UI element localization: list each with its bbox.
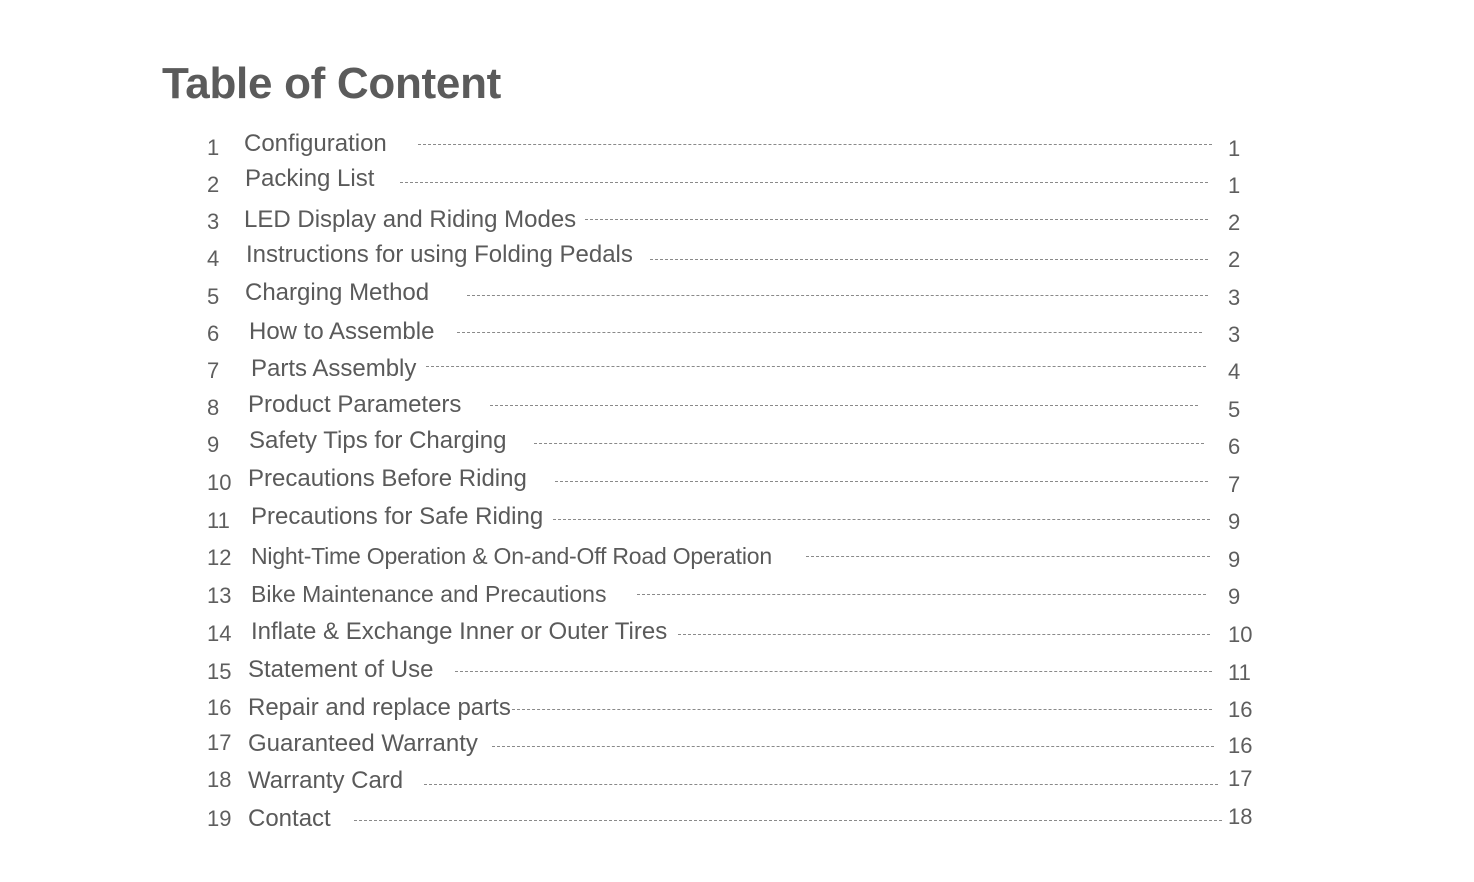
dotted-leader [490, 405, 1198, 406]
entry-page-number: 17 [1228, 766, 1253, 791]
entry-page-number: 4 [1228, 359, 1241, 384]
dotted-leader [400, 182, 1208, 183]
dotted-leader [553, 519, 1210, 520]
dotted-leader [457, 332, 1202, 333]
dotted-leader [585, 219, 1208, 220]
entry-title: Configuration [244, 130, 387, 157]
toc-entry-5[interactable] [0, 281, 1474, 311]
entry-number: 14 [207, 621, 232, 646]
toc-entry-12[interactable] [0, 543, 1474, 573]
dotted-leader [678, 634, 1210, 635]
toc-entry-9[interactable] [0, 427, 1474, 460]
entry-number: 18 [207, 767, 232, 792]
entry-title: Instructions for using Folding Pedals [246, 241, 633, 268]
dotted-leader [650, 259, 1208, 260]
toc-entry-7[interactable] [0, 356, 1474, 386]
entry-page-number: 2 [1228, 210, 1241, 235]
entry-title: LED Display and Riding Modes [244, 206, 577, 233]
entry-title: Product Parameters [248, 391, 462, 418]
entry-number: 2 [207, 172, 220, 197]
toc-entry-15[interactable] [0, 657, 1474, 687]
entry-page-number: 1 [1228, 173, 1241, 198]
toc-entry-14[interactable] [0, 619, 1474, 649]
entry-page-number: 9 [1228, 584, 1241, 609]
entry-title: Packing List [245, 165, 375, 192]
entry-number: 9 [207, 432, 220, 457]
entry-number: 3 [207, 209, 220, 234]
dotted-leader [455, 671, 1212, 672]
entry-title: Night-Time Operation & On-and-Off Road Operation [251, 543, 772, 569]
toc-entry-4[interactable] [0, 243, 1474, 273]
entry-page-number: 16 [1228, 733, 1253, 758]
entry-number: 1 [207, 135, 220, 160]
entry-title: Guaranteed Warranty [248, 730, 478, 757]
dotted-leader [555, 481, 1208, 482]
dotted-leader [637, 594, 1206, 595]
entry-title: Precautions for Safe Riding [251, 503, 544, 530]
entry-page-number: 7 [1228, 472, 1241, 497]
entry-page-number: 16 [1228, 697, 1253, 722]
toc-entry-8[interactable] [0, 393, 1474, 423]
entry-title: Safety Tips for Charging [249, 427, 507, 454]
entry-title: Statement of Use [248, 656, 434, 683]
entry-number: 6 [207, 321, 220, 346]
entry-number: 15 [207, 659, 232, 684]
entry-title: Parts Assembly [251, 355, 417, 382]
toc-entry-13[interactable] [0, 581, 1474, 611]
entry-page-number: 9 [1228, 509, 1241, 534]
entry-number: 19 [207, 806, 232, 831]
entry-page-number: 11 [1228, 660, 1251, 685]
entry-title: How to Assemble [249, 318, 435, 345]
dotted-leader [467, 295, 1208, 296]
entry-number: 17 [207, 730, 232, 755]
entry-title: Precautions Before Riding [248, 465, 527, 492]
entry-number: 10 [207, 470, 232, 495]
entry-number: 7 [207, 358, 220, 383]
toc-entry-6[interactable] [0, 319, 1474, 349]
entry-number: 11 [207, 508, 230, 533]
entry-page-number: 3 [1228, 285, 1241, 310]
toc-entry-18[interactable] [0, 766, 1474, 796]
toc-entry-17[interactable] [0, 730, 1474, 760]
toc-entry-10[interactable] [0, 465, 1474, 498]
toc-entry-16[interactable] [0, 694, 1474, 724]
entry-page-number: 3 [1228, 322, 1241, 347]
dotted-leader [806, 556, 1210, 557]
entry-title: Charging Method [245, 279, 430, 306]
entry-number: 12 [207, 545, 232, 570]
entry-title: Warranty Card [248, 767, 404, 794]
dotted-leader [418, 144, 1212, 145]
toc-entry-11[interactable] [0, 505, 1474, 535]
entry-number: 5 [207, 284, 220, 309]
entry-page-number: 2 [1228, 247, 1241, 272]
entry-title: Repair and replace parts [248, 694, 511, 721]
entry-title: Contact [248, 805, 331, 832]
entry-title: Inflate & Exchange Inner or Outer Tires [251, 618, 668, 645]
entry-page-number: 1 [1228, 136, 1241, 161]
dotted-leader [534, 443, 1204, 444]
dotted-leader [354, 820, 1222, 821]
entry-page-number: 6 [1228, 434, 1241, 459]
entry-page-number: 9 [1228, 547, 1241, 572]
toc-entry-19[interactable] [0, 804, 1474, 834]
entry-title: Bike Maintenance and Precautions [251, 581, 607, 607]
toc-entry-2[interactable] [0, 165, 1474, 198]
entry-number: 4 [207, 246, 220, 271]
entry-page-number: 18 [1228, 804, 1253, 829]
entry-page-number: 5 [1228, 397, 1241, 422]
dotted-leader [492, 746, 1214, 747]
entry-page-number: 10 [1228, 622, 1253, 647]
entry-number: 13 [207, 583, 232, 608]
toc-entry-3[interactable] [0, 205, 1474, 235]
dotted-leader [424, 784, 1218, 785]
toc-entry-1[interactable] [0, 131, 1474, 161]
dotted-leader [512, 709, 1212, 710]
page-title: Table of Content [162, 59, 502, 108]
entry-number: 8 [207, 395, 220, 420]
dotted-leader [426, 366, 1206, 367]
entry-number: 16 [207, 695, 232, 720]
